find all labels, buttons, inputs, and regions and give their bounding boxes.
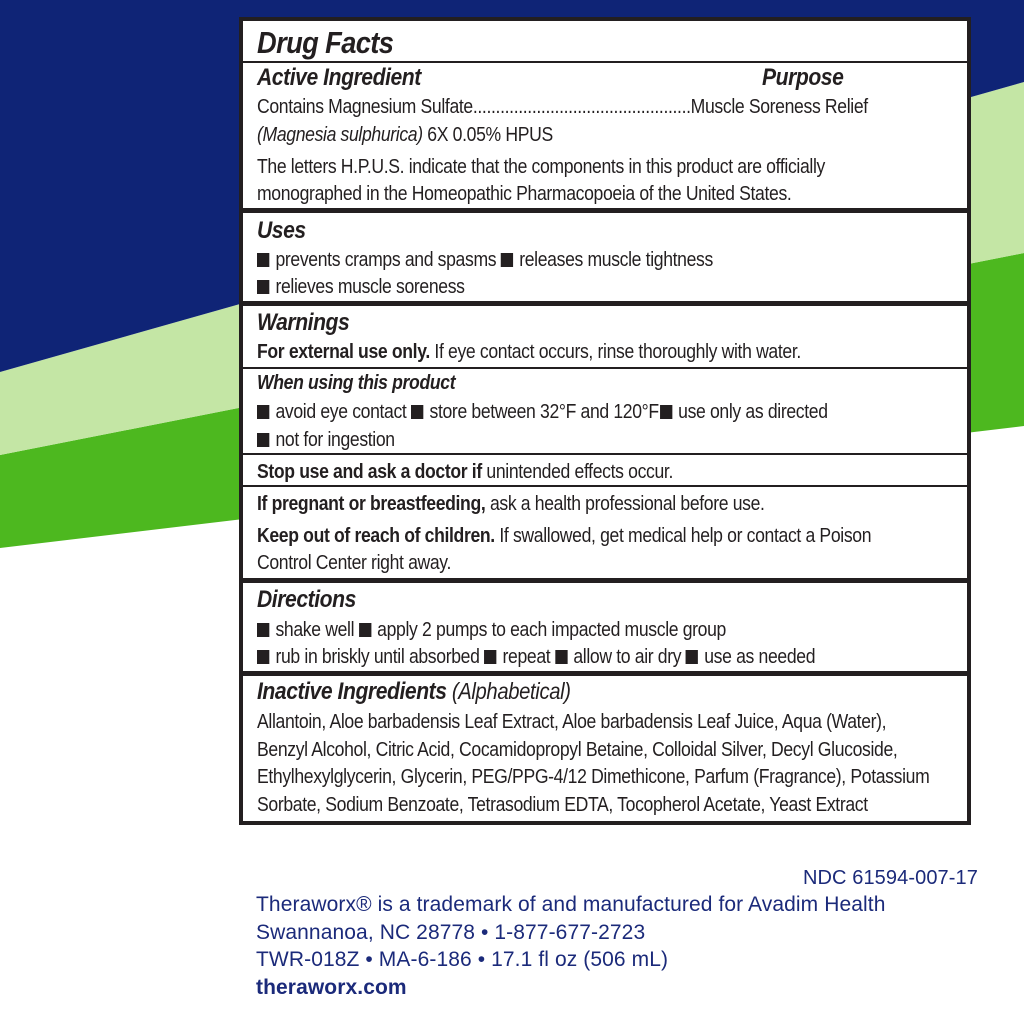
address-phone-line: Swannanoa, NC 28778 • 1-877-677-2723 (256, 921, 646, 944)
bullet-square-icon (257, 405, 269, 419)
uses-line1: prevents cramps and spasms releases muscle tightness (257, 247, 713, 274)
bullet-square-icon (257, 253, 269, 267)
divider (243, 367, 967, 369)
children-warning-line2: Control Center right away. (257, 552, 451, 574)
children-warning-line1: Keep out of reach of children. If swallowed, get medical help or contact a Poison (257, 525, 872, 547)
inactive-ingredients-line: Benzyl Alcohol, Citric Acid, Cocamidopropyl Betaine, Colloidal Silver, Decyl Glucoside, (257, 739, 898, 761)
section-divider (243, 208, 967, 213)
bullet-square-icon (257, 433, 269, 447)
bullet-square-icon (686, 650, 698, 664)
purpose-heading: Purpose (762, 64, 844, 91)
hpus-note-line2: monographed in the Homeopathic Pharmacopoeia of the United States. (257, 183, 792, 205)
hpus-note-line1: The letters H.P.U.S. indicate that the components in this product are officially (257, 156, 825, 178)
bullet-square-icon (555, 650, 567, 664)
bullet-square-icon (501, 253, 513, 267)
bullet-square-icon (660, 405, 672, 419)
pregnant-warning: If pregnant or breastfeeding, ask a health professional before use. (257, 493, 765, 515)
stop-use-warning: Stop use and ask a doctor if unintended effects occur. (257, 461, 673, 483)
active-ingredient-line: Contains Magnesium Sulfate................................................Muscle Soreness Relief (257, 96, 868, 118)
ndc-number: NDC 61594-007-17 (802, 867, 978, 889)
inactive-ingredients-line: Allantoin, Aloe barbadensis Leaf Extract, Aloe barbadensis Leaf Juice, Aqua (Water), (257, 711, 887, 733)
when-using-heading: When using this product (257, 372, 456, 394)
bullet-square-icon (257, 623, 269, 637)
active-ingredient-heading: Active Ingredient (257, 64, 421, 91)
inactive-ingredients-heading: Inactive Ingredients (Alphabetical) (257, 678, 571, 705)
inactive-ingredients-line: Ethylhexylglycerin, Glycerin, PEG/PPG-4/12 Dimethicone, Parfum (Fragrance), Potassium (257, 766, 930, 788)
divider (243, 485, 967, 487)
bullet-square-icon (484, 650, 496, 664)
product-codes-line: TWR-018Z • MA-6-186 • 17.1 fl oz (506 mL) (256, 948, 669, 971)
warnings-heading: Warnings (257, 309, 350, 336)
inactive-ingredients-line: Sorbate, Sodium Benzoate, Tetrasodium EDTA, Tocopherol Acetate, Yeast Extract (257, 794, 868, 816)
bullet-square-icon (359, 623, 371, 637)
divider (243, 453, 967, 455)
directions-heading: Directions (257, 586, 356, 613)
drug-facts-title: Drug Facts (257, 25, 394, 60)
section-divider (243, 301, 967, 306)
uses-line2: relieves muscle soreness (257, 274, 465, 301)
trademark-line: Theraworx® is a trademark of and manufactured for Avadim Health (256, 893, 886, 916)
when-using-line1: avoid eye contact store between 32°F and 120°F use only as directed (257, 399, 828, 426)
directions-line1: shake well apply 2 pumps to each impacted muscle group (257, 617, 726, 644)
active-ingredient-potency: (Magnesia sulphurica) 6X 0.05% HPUS (257, 124, 553, 146)
uses-heading: Uses (257, 217, 306, 244)
directions-line2: rub in briskly until absorbed repeat allow to air dry use as needed (257, 644, 815, 671)
bullet-square-icon (257, 280, 269, 294)
website-link[interactable]: theraworx.com (256, 976, 407, 999)
section-divider (243, 578, 967, 583)
divider (243, 61, 967, 63)
bullet-square-icon (411, 405, 423, 419)
external-use-warning: For external use only. If eye contact occurs, rinse thoroughly with water. (257, 341, 801, 363)
when-using-line2: not for ingestion (257, 427, 395, 454)
drug-facts-panel (239, 17, 971, 825)
section-divider (243, 671, 967, 676)
bullet-square-icon (257, 650, 269, 664)
